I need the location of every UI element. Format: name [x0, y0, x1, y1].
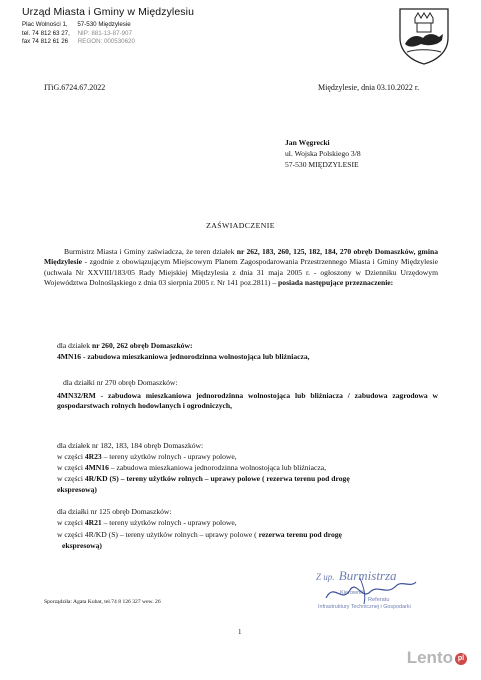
stamp-line-3: Infrastruktury Technicznej i Gospodarki — [318, 604, 411, 610]
reference-number: ITiG.6724.67.2022 — [44, 83, 106, 92]
section-3-line-1 — [57, 452, 237, 462]
section-4-heading: dla działki nr 125 obręb Domaszków: — [57, 507, 172, 516]
nip-text: NIP: 881-13-87-907 — [77, 30, 132, 37]
s3-l3-desc: – tereny użytków rolnych – uprawy polowe ( rezerwa terenu pod drogę — [118, 474, 350, 483]
stamp-title: Burmistrza — [338, 568, 397, 583]
section-4-line-2 — [57, 530, 342, 540]
coat-of-arms-icon — [397, 6, 451, 66]
intro-plan-text: - zgodnie z obowiązującym Miejscowym Planem Zagospodarowania Przestrzennego Miasta i Gminy Międzylesie (uchwała Nr XXVIII/183/05 Rady Miejskiej Międzylesia z dnia 31 maja 2005 r. - ogłoszony w Dzienniku Urzędowym Województwa Dolnośląskiego z dnia 03 sierpnia 2005 r. Nr 141 poz.2811) – — [44, 257, 438, 288]
intro-purpose: posiada następujące przeznaczenie: — [278, 278, 394, 288]
s3-l2-desc: – zabudowa mieszkaniowa jednorodzinna wolnostojąca lub bliźniacza, — [108, 463, 327, 472]
recipient-street: ul. Wojska Polskiego 3/8 — [285, 149, 361, 158]
section-1-heading — [57, 341, 192, 351]
intro-paragraph — [44, 247, 438, 289]
section-1-body: 4MN16 - zabudowa mieszkaniowa jednorodzinna wolnostojąca lub bliźniacza, — [57, 352, 310, 361]
recipient-city: 57-530 MIĘDZYLESIE — [285, 160, 359, 169]
fax-text: fax 74 812 61 26 — [22, 38, 69, 45]
stamp-line-2: Referatu — [368, 597, 390, 603]
s3-l3-prefix: w części — [57, 474, 85, 483]
watermark-text: Lento — [406, 648, 453, 667]
intro-text: Burmistrz Miasta i Gminy zaświadcza, że teren działek — [64, 247, 237, 256]
office-tel — [22, 30, 132, 37]
s3-l1-desc: – tereny użytków rolnych - uprawy polowe, — [101, 452, 237, 461]
stamp-zup: Z up. — [316, 572, 335, 582]
page-number: 1 — [238, 628, 242, 636]
section-1-parcels: nr 260, 262 obręb Domaszków: — [92, 341, 193, 350]
section-1-lead: dla działek — [57, 341, 92, 350]
s3-l2-prefix: w części — [57, 463, 85, 472]
regon-text: REGON: 000530620 — [77, 38, 135, 45]
tel-text: tel. 74 812 63 27, — [22, 30, 70, 37]
intro-parcels: nr 262, 183, 260, 125, 182, 184, 270 obręb Domaszków, gmina Międzylesie — [44, 247, 438, 267]
section-4-line-3: ekspresową) — [62, 541, 102, 550]
s4-l2-reserve: rezerwa terenu pod drogę — [258, 530, 342, 539]
section-4-line-1 — [57, 518, 237, 528]
stamp-line-1: Kierownik — [340, 590, 365, 596]
section-3-line-2 — [57, 463, 326, 473]
s4-l1-code: 4R21 — [84, 518, 102, 527]
s4-l2-prefix: w części 4R/KD (S) – tereny użytków rolnych – uprawy polowe ( — [57, 530, 259, 539]
s3-l1-prefix: w części — [57, 452, 85, 461]
section-3-line-4: ekspresową) — [57, 485, 97, 494]
office-fax — [22, 38, 135, 45]
s3-l3-code: 4R/KD (S) — [84, 474, 119, 483]
watermark-logo — [407, 648, 467, 668]
section-2-heading: dla działki nr 270 obręb Domaszków: — [63, 378, 178, 387]
watermark-badge: pl — [455, 653, 467, 665]
document-title: ZAŚWIADCZENIE — [206, 221, 275, 230]
section-2-body: 4MN32/RM - zabudowa mieszkaniowa jednorodzinna wolnostojąca lub bliźniacza / zabudowa zagrodowa w gospodarstwach rolnych hodowlanych i ogrodniczych, — [57, 391, 438, 411]
prepared-by: Sporządziła: Agata Kubat, tel.74 8 126 327 wew. 26 — [44, 599, 161, 605]
s3-l1-code: 4R23 — [84, 452, 102, 461]
section-3-line-3 — [57, 474, 350, 484]
address-street: Plac Wolności 1, — [22, 21, 68, 28]
s4-l1-prefix: w części — [57, 518, 85, 527]
office-name: Urząd Miasta i Gminy w Międzylesiu — [22, 6, 195, 18]
section-3-heading: dla działek nr 182, 183, 184 obręb Domaszków: — [57, 441, 204, 450]
address-city: 57-530 Międzylesie — [77, 21, 131, 28]
place-date: Międzylesie, dnia 03.10.2022 r. — [318, 83, 420, 92]
s3-l2-code: 4MN16 — [84, 463, 109, 472]
recipient-name: Jan Węgrecki — [285, 138, 330, 147]
signature-icon — [320, 574, 420, 608]
s4-l1-desc: – tereny użytków rolnych - uprawy polowe, — [101, 518, 237, 527]
office-address — [22, 21, 131, 28]
